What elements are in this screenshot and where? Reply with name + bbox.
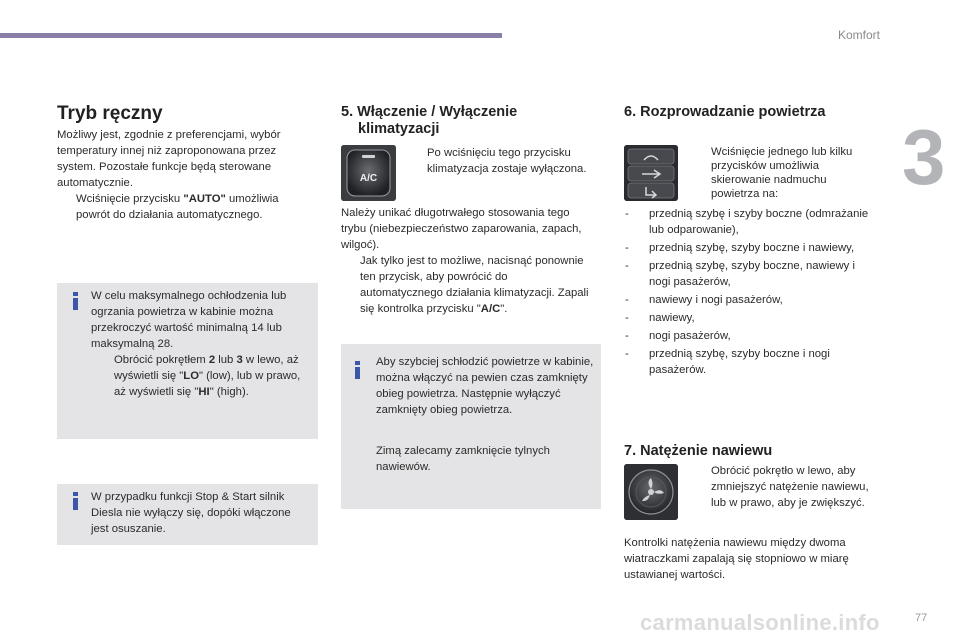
list-item: - nogi pasażerów, <box>625 330 731 342</box>
info-box-temperature <box>57 283 318 439</box>
watermark: carmanualsonline.info <box>640 610 880 635</box>
manual-mode-intro: Możliwy jest, zgodnie z preferencjami, wybór temperatury innej niż zaproponowana przez system. Pozostałe funkcje będą sterowane automatycznie. <box>57 129 281 189</box>
manual-mode-bullet: Wciśnięcie przycisku "AUTO" umożliwia powrót do działania automatycznego. <box>76 193 279 221</box>
info-icon <box>73 292 78 310</box>
air-distribution-list <box>624 206 874 380</box>
list-item: - nawiewy, <box>625 312 695 324</box>
ac-bullet-off: Po wciśnięciu tego przycisku klimatyzacja zostaje wyłączona. <box>427 147 587 175</box>
ac-button-icon <box>341 145 396 201</box>
list-item: - przednią szybę i szyby boczne (odmrażanie lub odparowanie), <box>625 208 869 236</box>
fan-knob-icon <box>624 464 678 520</box>
chapter-accent-bar <box>0 33 502 38</box>
chapter-label: Komfort <box>838 28 881 42</box>
air-flow-knob-image <box>624 464 678 520</box>
section-title-air-distribution: 6. Rozprowadzanie powietrza <box>624 104 826 120</box>
section-title-manual-mode: Tryb ręczny <box>57 103 163 124</box>
list-item: - przednią szybę, szyby boczne i nawiewy, <box>625 242 855 254</box>
info-box-recirculation <box>341 344 601 509</box>
info-box-stop-start <box>57 484 318 545</box>
air-flow-description: Kontrolki natężenia nawiewu między dwoma wiatraczkami zapalają się stopniowo w miarę ustawianej wartości. <box>624 537 849 581</box>
info-temperature-bullet: Obrócić pokrętłem 2 lub 3 w lewo, aż wyświetli się "LO" (low), lub w prawo, aż wyświetli się "HI" (high). <box>114 354 301 398</box>
section-title-air-flow: 7. Natężenie nawiewu <box>624 443 773 459</box>
info-stop-start-text: W przypadku funkcji Stop & Start silnik Diesla nie wyłączy się, dopóki włączone jest osuszanie. <box>91 491 291 535</box>
section-title-ac: 5. Włączenie / Wyłączenie klimatyzacji <box>341 104 518 137</box>
ac-bullet-on: Jak tylko jest to możliwe, nacisnąć ponownie ten przycisk, aby powrócić do automatycznego działania klimatyzacji. Zapali się kontrolka przycisku "A/C". <box>360 255 589 315</box>
air-distribution-icon <box>624 145 678 201</box>
info-icon <box>73 492 78 510</box>
ac-button-image <box>341 145 396 201</box>
list-item: - przednią szybę, szyby boczne, nawiewy i nogi pasażerów, <box>625 260 855 288</box>
ac-warning-text: Należy unikać długotrwałego stosowania tego trybu (niebezpieczeństwo zaparowania, zapach, wilgoć). <box>341 207 582 251</box>
info-recirculation-text: Aby szybciej schłodzić powietrze w kabinie, można włączyć na pewien czas zamknięty obieg powietrza. Następnie wyłączyć zamknięty obieg powietrza. <box>376 356 594 416</box>
info-icon <box>355 361 360 379</box>
chapter-number: 3 <box>902 113 946 201</box>
air-flow-bullet: Obrócić pokrętło w lewo, aby zmniejszyć natężenie nawiewu, lub w prawo, aby je zwiększyć. <box>711 465 869 509</box>
list-item: - przednią szybę, szyby boczne i nogi pasażerów. <box>625 348 830 376</box>
list-item: - nawiewy i nogi pasażerów, <box>625 294 783 306</box>
info-temperature-text: W celu maksymalnego ochłodzenia lub ogrzania powietrza w kabinie można przekroczyć wartość minimalną 14 lub maksymalną 28. <box>91 290 287 350</box>
air-distribution-bullet: Wciśnięcie jednego lub kilku przycisków umożliwia skierowanie nadmuchu powietrza na: <box>711 146 853 200</box>
air-distribution-buttons-image <box>624 145 678 201</box>
info-winter-text: Zimą zalecamy zamknięcie tylnych nawiewów. <box>376 445 550 473</box>
page-number: 77 <box>915 612 928 624</box>
ac-button-label: A/C <box>359 173 378 184</box>
